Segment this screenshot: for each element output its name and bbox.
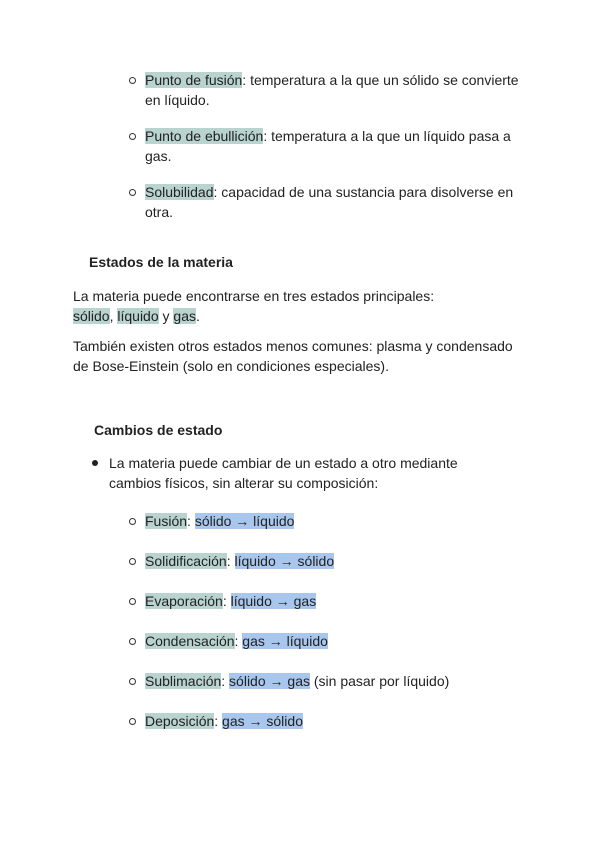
change-arrow: sólido → gas [229, 673, 310, 689]
term-description: : temperatura a la que un líquido pasa a gas. [145, 128, 511, 164]
colon: : [234, 633, 243, 649]
state-gas: gas [173, 308, 196, 324]
change-name: Solidificación [145, 553, 227, 569]
list-item-evaporacion [145, 591, 525, 611]
term-description: : capacidad de una sustancia para disolverse en otra. [145, 184, 514, 220]
list-item-deposicion [145, 711, 525, 731]
intro-text: La materia puede encontrarse en tres estados principales: [73, 288, 435, 304]
list-item-solubilidad [145, 182, 525, 222]
separator: , [109, 308, 118, 324]
change-extra: (sin pasar por líquido) [309, 673, 450, 689]
change-arrow: líquido → sólido [234, 553, 335, 569]
change-name: Evaporación [145, 593, 223, 609]
list-item-sublimacion [145, 671, 525, 691]
change-name: Sublimación [145, 673, 222, 689]
change-arrow: sólido → líquido [194, 513, 295, 529]
change-arrow: líquido → gas [230, 593, 317, 609]
state-liquido: líquido [117, 308, 159, 324]
colon: : [226, 553, 235, 569]
list-item-solidificacion [145, 551, 525, 571]
term-highlight: Punto de ebullición [145, 128, 264, 144]
colon: : [221, 673, 230, 689]
list-item-punto-ebullicion [145, 126, 525, 166]
term-description: : temperatura a la que un sólido se convierte en líquido. [145, 72, 519, 108]
paragraph-otros-estados: También existen otros estados menos comunes: plasma y condensado de Bose-Einstein (solo en condiciones especiales). [73, 338, 513, 374]
list-item-punto-fusion [145, 70, 525, 110]
change-name: Condensación [145, 633, 235, 649]
term-highlight: Solubilidad [145, 184, 214, 200]
change-name: Fusión [145, 513, 188, 529]
change-arrow: gas → sólido [222, 713, 303, 729]
colon: : [187, 513, 195, 529]
colon: : [214, 713, 223, 729]
list-item-fusion [145, 511, 525, 531]
change-name: Deposición [145, 713, 215, 729]
heading-cambios: Cambios de estado [94, 422, 223, 438]
paragraph-estados-intro [73, 286, 533, 326]
colon: : [222, 593, 231, 609]
period: . [196, 308, 200, 324]
state-solido: sólido [73, 308, 110, 324]
list-item-condensacion [145, 631, 525, 651]
term-highlight: Punto de fusión [145, 72, 243, 88]
separator: y [158, 308, 174, 324]
change-arrow: gas → líquido [242, 633, 328, 649]
heading-estados: Estados de la materia [89, 254, 233, 270]
bullet-cambios: La materia puede cambiar de un estado a otro mediante cambios físicos, sin alterar su composición: [109, 453, 509, 493]
